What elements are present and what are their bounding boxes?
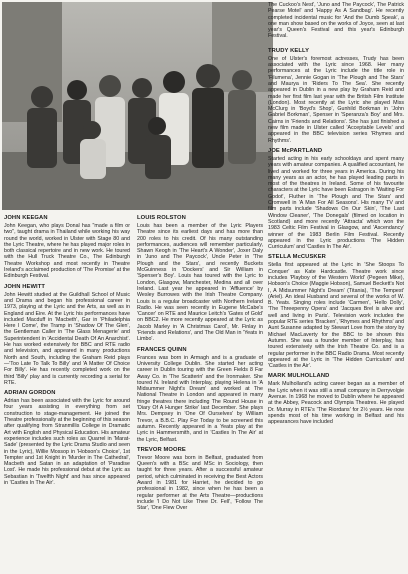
bio-text: Trevor Moore was born in Belfast, graduated from Queen's with a BSc and MSc in Sociology, then taught for three years. After a successful amateur period, which culminated in receiving the Best Actors Award in 1981 for Harriet, he decided to go professional in 1982, since when he has been a regular performer at the Arts Theatre—productions include 'I Do Not Like Thee Dr. Fell', 'Follow The Star', 'One Flew Over <box>137 454 263 512</box>
cast-group-photo <box>2 2 273 210</box>
bio-name: STELLA McCUSKER <box>268 254 326 261</box>
bio-name: TRUDY KELLY <box>268 47 310 54</box>
bio-name: LOUIS ROLSTON <box>137 215 186 221</box>
bio-name: TREVOR MOORE <box>137 446 186 453</box>
cast-photo <box>2 2 273 210</box>
bio-text: Started acting in his early schooldays and spent many years with amateur companies. A qualified accountant, he lived and worked for three years in America. During his many years as an actor, he has played leading parts in most of the theatres in Ireland. Some of his favourite characters at the Lyric have been Estragon in 'Waiting For Godot', Fluther in 'The Plough and The Stars' and Cromwell in 'A Man For All Seasons'. His many TV and film parts include 'Shadows On Our Skin', 'The Last Window Cleaner', 'The Donegals' (filmed on location in Scotland) and more recently 'Attracta' which won the 1983 Celtic Film Festival in Glasgow, and 'Ascendancy' winner of the 1983 Berlin Film Festival. Recently appeared in the Lyric productions 'The Hidden Curriculum' and 'Castles In The Air'. <box>268 155 404 251</box>
bio-name: JOHN KEEGAN <box>4 215 48 221</box>
bio-name: ADRIAN GORDON <box>4 390 56 397</box>
bio-text: Louis has been a member of the Lyric Players Theatre since its earliest days and has more than 200 roles to his credit. Of his many outstanding performances, audiences will remember particularly, Shawn Keogh in 'The Heart's A Wonder', Joxer Daly in 'Juno and The Paycock', Uncle Peter in 'The Plough and the Stars', and recently Buckets McGuinness in 'Dockers' and Sir William in 'Spenser's Boy'. Louis has toured with the Lyric to London, Glasgow, Manchester, Medina and all over Ireland. Last year he appeared in 'Affluence' by Wesley Burrowes with the Irish Theatre Company. Louis is a regular broadcaster with Northern Ireland Radio. He was seen recently in Eugene McCabe's 'Cancer' on RTE and Maurice Leitch's 'Gates of Gold' on BBC2. He more recently appeared at the Lyric as Jacob Marley in 'A Christmas Carol', Mr. Finlay in 'Friends and Relations', and The Old Man in 'Yeats in Limbo'. <box>137 223 263 343</box>
bio-column-1 <box>4 215 130 572</box>
bio-column-3 <box>268 2 404 572</box>
bio-column-2 <box>137 215 263 572</box>
bio-text: John Hewitt studied at the Guildhall School of Music and Drama and began his professional career in 1973, playing at the Lyric and the Arts, as well as in England and Eire. At the Lyric his performances have included Macduff in 'Macbeth', Gar in 'Philadelphia Here I Come', the Tramp in 'Shadow Of The Glen', the Gentleman Caller in 'The Glass Menagerie' and Superintendent in 'Accidental Death Of An Anarchist'. He has worked extensively for BBC and RTE radio and television, and appeared in many productions North and South, including the Graham Reid plays—'Too Late To Talk To Billy' and 'A Matter Of Choice For Billy'. He has recently completed work on the third 'Billy' play and is currently recording a serial for RTE. <box>4 291 130 386</box>
bio-text: Stella first appeared at the Lyric in 'She Stoops To Conquer' as Kate Hardcastle. Theatre work since includes 'Playboy of the Western World' (Pegeen Mike), Hobson's Choice (Maggie Hobson), Samuel Beckett's Not I, A Midsummer Night's Dream' (Titania), 'The Tempest' (Ariel). An ideal Husband and several of the works of W. B. Yeats. Singing roles include 'Carmen', 'Hello Dolly', 'The Threepenny Opera' and 'Jacques Brel is alive and well and living in Paris'. Television work includes the popular RTE series 'Bracken', 'Rhymes and Rhythms' and Aunt Susanne adapted by Stewart Love from the story by Michael MacLaverty for the BBC to be shown this Autumn. She was a founder member of Interplay, has toured extensively with the Irish Theatre Co. and is a regular performer in the BBC Radio Drama. Most recently appeared at the Lyric in 'The Hidden Curriculum' and 'Castles in the Air'. <box>268 262 404 370</box>
bio-name: FRANCES QUINN <box>137 346 187 353</box>
bio-name: MARK MULHOLLAND <box>268 373 330 380</box>
bio-name: JOE McPARTLAND <box>268 147 323 154</box>
bio-text: Mark Mulholland's acting career began as a member of the Lyric when it was still a small company in Derryvolgie Avenue. In 1968 he moved to Dublin where he appeared at the Abbey, Peacock and Olympia Theatres. He played Dr. Murray in RTE's 'The Riordans' for 2½ years. He now spends most of his time working in Belfast and his appearances have included <box>268 381 404 426</box>
bio-text: Frances was born in Armagh and is a graduate of University College Dublin. She started her acting career in Dublin touring with the Green Fields 8 Far Away Co. in 'The Scatterin' and the Ironmaker. She toured N. Ireland with Interplay, playing Helena in 'A Midsummer Night's Dream' and worked at The National Theatre in London and appeared in many fringe theatres there including The Round House in 'Diary Of A Hunger Strike' last December. She plays Mrs. Dempsey in 'One Of Ourselves' by William Trevor, a B.B.C. Play For Today to be screened this autumn. Recently appeared in a Yeats play at the Lyric in Hammersmith, and in 'Castles In The Air' at the Lyric, Belfast. <box>137 354 263 443</box>
bio-name: JOHN HEWITT <box>4 283 46 290</box>
bio-text: John Keegan, who plays Donal has "made a film or two", taught drama in Thailand while working his way round the world, worked in Ulster with Stage 80 and the Lyric Theatre, where he has played major roles in both classical repertoire and in new work. He toured with the Hull Truck Theatre Co., The Edinburgh Theatre Workshop and most recently in Theatre Ireland's acclaimed production of 'The Promise' at the Edinburgh Festival. <box>4 223 130 280</box>
continued-text: The Cuckoo's Nest', 'Juno and The Paycock', The Patrick Pearse Motel' and 'Happy As A Sandbag'. He recently completed incidental music for 'And the Dumb Speak', a one man show based on the works of Joyce, seen at last year's Queen's Festival and this year's Edinburgh Festival. <box>268 2 404 40</box>
bio-text: Adrian has been associated with the Lyric for around four years assisting in everything from set construction to stage-management. He joined the Theatre professionally at the beginning of this season after qualifying from Stranmillis College in Dramatic Art with English and Physical Education. His amateur experience includes such roles as Quarrel in 'Marat-Sade' (presented by the Lyric Drama Studio and seen in the Lyric), Willie Mossop in 'Hobson's Choice', 1st Tempter and 1st Knight in 'Murder in The Cathedral', Macbeth and Satan in an adaptation of 'Paradise Lost'. He made his professional debut at the Lyric as Sebastian in 'Twelfth Night' and has since appeared in 'Castles In The Air'. <box>4 398 130 486</box>
bio-text: One of Ulster's foremost actresses, Trudy has been associated with the Lyric since 1968. Her many performances at the Lyric include the title role in 'Filumena', Jennie Gogan in 'The Plough and The Stars' and Maurya in 'Riders To The Sea'. She recently appeared in Dublin in a new play by Graham Reid and made her first film last year with the British Film Institute (London). Most recently at the Lyric she played Miss McClurg in 'Boyd's Shop', Gunhild Borkman in 'John Gabriel Borkman', Spenser in 'Speranza's Boy' and Mrs. Cairns in 'Friends and Relations'. She has just finished a new film made in Ulster called 'Acceptable Levels' and appeared in the BBC television series 'Rhymes and Rhythms'. <box>268 55 404 144</box>
